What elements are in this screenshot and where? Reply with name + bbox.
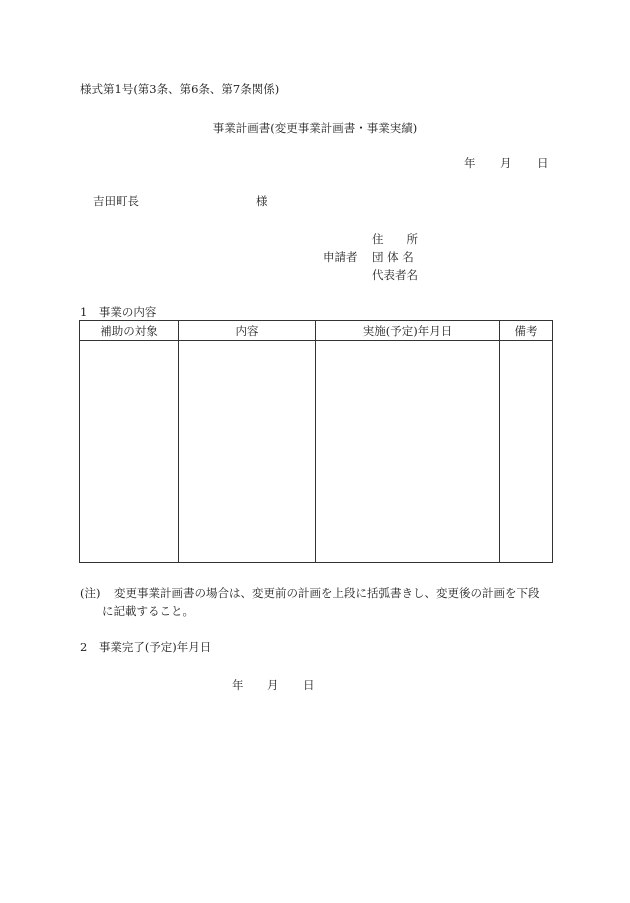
section2-heading: 2 事業完了(予定)年月日 bbox=[80, 640, 212, 654]
table-row bbox=[80, 341, 553, 563]
applicant-label: 申請者 bbox=[323, 250, 358, 264]
group-name-label: 団 体 名 bbox=[372, 250, 414, 264]
completion-year-label: 年 bbox=[232, 678, 244, 692]
subsidy-target-cell[interactable] bbox=[80, 341, 179, 563]
note-line2: に記載すること。 bbox=[102, 604, 194, 618]
note-line1: 変更事業計画書の場合は、変更前の計画を上段に括弧書きし、変更後の計画を下段 bbox=[114, 586, 540, 600]
date-day-label: 日 bbox=[537, 156, 549, 170]
column-header-subsidy-target: 補助の対象 bbox=[80, 321, 179, 341]
date-year-label: 年 bbox=[464, 156, 476, 170]
note-block bbox=[80, 584, 550, 620]
document-title: 事業計画書(変更事業計画書・事業実績) bbox=[212, 121, 418, 135]
form-number: 様式第1号(第3条、第6条、第7条関係) bbox=[80, 82, 280, 96]
column-header-date: 実施(予定)年月日 bbox=[316, 321, 500, 341]
column-header-content: 内容 bbox=[179, 321, 316, 341]
address-label: 住 所 bbox=[372, 232, 418, 246]
content-cell[interactable] bbox=[179, 341, 316, 563]
column-header-remarks: 備考 bbox=[500, 321, 553, 341]
note-label: (注) bbox=[80, 586, 101, 600]
remarks-cell[interactable] bbox=[500, 341, 553, 563]
completion-month-label: 月 bbox=[267, 678, 279, 692]
section1-heading: 1 事業の内容 bbox=[80, 305, 157, 319]
representative-label: 代表者名 bbox=[372, 268, 418, 282]
completion-day-label: 日 bbox=[303, 678, 315, 692]
table-header-row bbox=[80, 321, 553, 341]
date-month-label: 月 bbox=[500, 156, 512, 170]
date-cell[interactable] bbox=[316, 341, 500, 563]
addressee-name: 吉田町長 bbox=[93, 194, 139, 208]
addressee-honorific: 様 bbox=[256, 194, 268, 208]
project-content-table bbox=[79, 320, 553, 563]
